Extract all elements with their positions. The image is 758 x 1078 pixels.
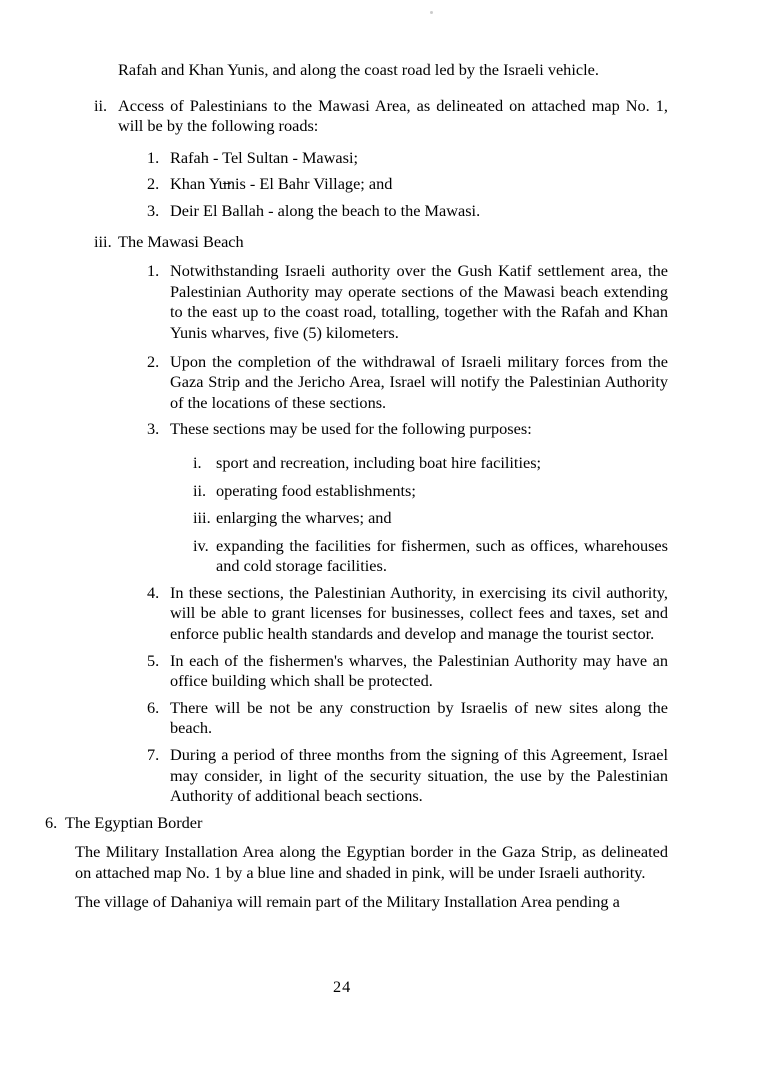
list-marker: iii. (193, 508, 211, 528)
list-item-beach-4 (147, 583, 758, 645)
list-item-purpose-ii (193, 481, 758, 502)
list-marker: 6. (147, 697, 160, 717)
list-marker: 7. (147, 745, 160, 765)
body-paragraph: The village of Dahaniya will remain part of the Military Installation Area pending a (75, 891, 620, 911)
list-marker: 4. (147, 582, 160, 602)
list-marker: ii. (94, 95, 108, 115)
list-marker: iii. (94, 231, 112, 251)
body-paragraph: The Military Installation Area along the Egyptian border in the Gaza Strip, as delineated on attached map No. 1 by a blue line and shaded in pink, will be under Israeli authority. (75, 842, 668, 882)
list-item-road-2 (147, 174, 758, 195)
list-item-text: Upon the completion of the withdrawal of Israeli military forces from the Gaza Strip and the Jericho Area, Israel will notify the Palestinian Authority of the locations of these sections. (170, 351, 668, 412)
document-content (0, 60, 758, 912)
list-marker: 3. (147, 419, 160, 439)
list-item-text: Notwithstanding Israeli authority over the Gush Katif settlement area, the Palestinian Authority may operate sections of the Mawasi beach extending to the east up to the coast road, totalling, together with the Rafah and Khan Yunis wharves, five (5) kilometers. (170, 261, 668, 342)
list-marker: 1. (147, 261, 160, 281)
list-marker: i. (193, 452, 202, 472)
list-item-beach-3 (147, 419, 758, 440)
list-item-text: expanding the facilities for fishermen, such as offices, wharehouses and cold storage facilities. (216, 535, 668, 576)
list-item-beach-5 (147, 651, 758, 692)
list-marker: 1. (147, 147, 160, 167)
list-marker: ii. (193, 480, 207, 500)
list-item-text: In these sections, the Palestinian Authority, in exercising its civil authority, will be able to grant licenses for businesses, collect fees and taxes, set and enforce public health standards and develop and manage the tourist sector. (170, 582, 668, 644)
list-item-text: Khan Yu̶nis - El Bahr Village; and (170, 174, 393, 194)
list-item-text: sport and recreation, including boat hire facilities; (216, 452, 542, 472)
list-marker: 2. (147, 174, 160, 194)
section-heading-egyptian-border (45, 813, 758, 834)
list-item-text: These sections may be used for the following purposes: (170, 419, 532, 439)
list-item-beach-1 (147, 261, 758, 343)
list-item-iii (94, 232, 758, 253)
list-marker: 5. (147, 650, 160, 670)
paragraph-continuation: Rafah and Khan Yunis, and along the coast road led by the Israeli vehicle. (118, 60, 599, 79)
section-marker: 6. (45, 812, 58, 832)
list-item-purpose-i (193, 453, 758, 474)
list-item-text: In each of the fishermen's wharves, the Palestinian Authority may have an office building which shall be protected. (170, 650, 668, 691)
list-marker: 2. (147, 351, 160, 371)
scan-speck (430, 11, 433, 14)
list-item-beach-2 (147, 352, 758, 414)
section-title: The Egyptian Border (65, 812, 203, 832)
list-item-road-1 (147, 148, 758, 169)
list-item-purpose-iv (193, 536, 758, 577)
list-marker: 3. (147, 200, 160, 220)
list-item-text: Rafah - Tel Sultan - Mawasi; (170, 147, 359, 167)
page-number: 24 (333, 977, 352, 996)
list-item-beach-7 (147, 745, 758, 807)
list-item-road-3 (147, 201, 758, 222)
list-item-text: operating food establishments; (216, 480, 416, 500)
list-item-ii (94, 96, 758, 137)
list-marker: iv. (193, 535, 209, 555)
list-item-text: Deir El Ballah - along the beach to the Mawasi. (170, 200, 481, 220)
list-item-text: Access of Palestinians to the Mawasi Area, as delineated on attached map No. 1, will be by the following roads: (118, 95, 668, 136)
list-item-text: There will be not be any construction by Israelis of new sites along the beach. (170, 697, 668, 738)
list-item-purpose-iii (193, 508, 758, 529)
list-item-text: During a period of three months from the signing of this Agreement, Israel may consider, in light of the security situation, the use by the Palestinian Authority of additional beach sections. (170, 745, 668, 806)
list-item-text: enlarging the wharves; and (216, 508, 392, 528)
list-item-beach-6 (147, 698, 758, 739)
list-item-text: The Mawasi Beach (118, 231, 244, 251)
